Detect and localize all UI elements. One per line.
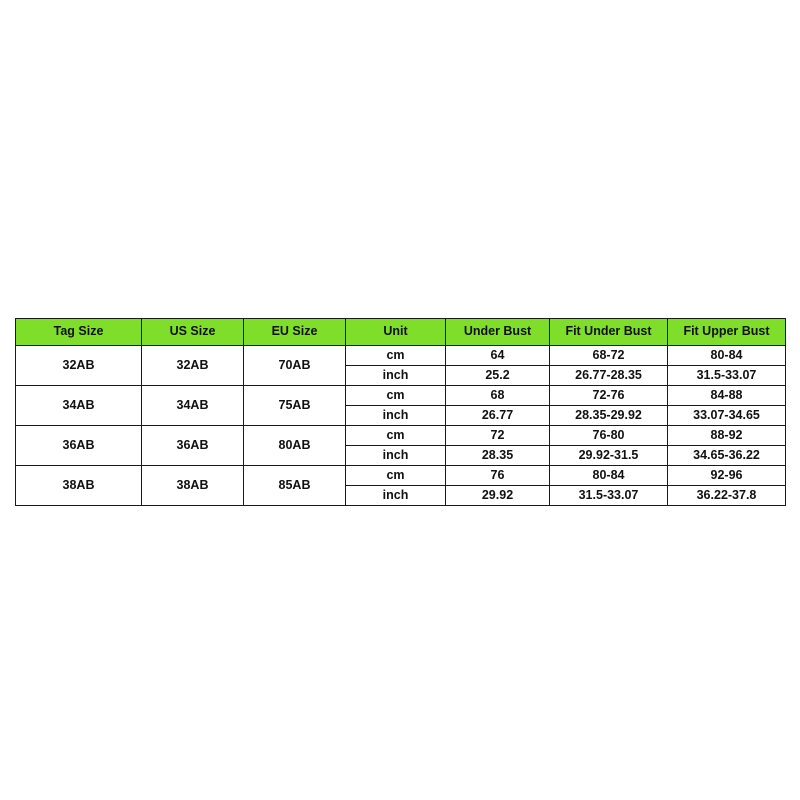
cell-unit: cm	[346, 426, 446, 446]
cell-tag-size: 32AB	[16, 346, 142, 386]
cell-unit: inch	[346, 486, 446, 506]
cell-fit-under-bust: 68-72	[550, 346, 668, 366]
cell-under-bust: 76	[446, 466, 550, 486]
cell-fit-upper-bust: 84-88	[668, 386, 786, 406]
table-row	[16, 386, 786, 406]
cell-unit: cm	[346, 466, 446, 486]
column-header-eu-size: EU Size	[244, 319, 346, 346]
cell-fit-under-bust: 26.77-28.35	[550, 366, 668, 386]
header-row	[16, 319, 786, 346]
table-row	[16, 426, 786, 446]
cell-under-bust: 26.77	[446, 406, 550, 426]
cell-fit-under-bust: 80-84	[550, 466, 668, 486]
cell-fit-upper-bust: 34.65-36.22	[668, 446, 786, 466]
cell-us-size: 36AB	[142, 426, 244, 466]
cell-unit: inch	[346, 406, 446, 426]
cell-fit-upper-bust: 88-92	[668, 426, 786, 446]
cell-fit-upper-bust: 92-96	[668, 466, 786, 486]
cell-fit-under-bust: 28.35-29.92	[550, 406, 668, 426]
column-header-under-bust: Under Bust	[446, 319, 550, 346]
cell-us-size: 34AB	[142, 386, 244, 426]
cell-fit-upper-bust: 36.22-37.8	[668, 486, 786, 506]
cell-unit: inch	[346, 366, 446, 386]
table-row	[16, 466, 786, 486]
column-header-fit-upper-bust: Fit Upper Bust	[668, 319, 786, 346]
cell-eu-size: 80AB	[244, 426, 346, 466]
cell-fit-under-bust: 29.92-31.5	[550, 446, 668, 466]
cell-fit-upper-bust: 80-84	[668, 346, 786, 366]
cell-fit-under-bust: 31.5-33.07	[550, 486, 668, 506]
table-body	[16, 346, 786, 506]
cell-eu-size: 70AB	[244, 346, 346, 386]
cell-tag-size: 38AB	[16, 466, 142, 506]
cell-fit-under-bust: 76-80	[550, 426, 668, 446]
size-chart-container	[15, 318, 785, 506]
size-chart-table	[15, 318, 786, 506]
cell-us-size: 38AB	[142, 466, 244, 506]
cell-under-bust: 64	[446, 346, 550, 366]
cell-fit-upper-bust: 33.07-34.65	[668, 406, 786, 426]
column-header-tag-size: Tag Size	[16, 319, 142, 346]
column-header-us-size: US Size	[142, 319, 244, 346]
cell-unit: inch	[346, 446, 446, 466]
cell-under-bust: 25.2	[446, 366, 550, 386]
cell-unit: cm	[346, 346, 446, 366]
cell-under-bust: 72	[446, 426, 550, 446]
cell-tag-size: 34AB	[16, 386, 142, 426]
cell-unit: cm	[346, 386, 446, 406]
cell-fit-upper-bust: 31.5-33.07	[668, 366, 786, 386]
table-row	[16, 346, 786, 366]
cell-us-size: 32AB	[142, 346, 244, 386]
cell-under-bust: 28.35	[446, 446, 550, 466]
cell-tag-size: 36AB	[16, 426, 142, 466]
cell-eu-size: 75AB	[244, 386, 346, 426]
cell-fit-under-bust: 72-76	[550, 386, 668, 406]
column-header-fit-under-bust: Fit Under Bust	[550, 319, 668, 346]
cell-under-bust: 68	[446, 386, 550, 406]
column-header-unit: Unit	[346, 319, 446, 346]
table-header	[16, 319, 786, 346]
cell-eu-size: 85AB	[244, 466, 346, 506]
cell-under-bust: 29.92	[446, 486, 550, 506]
